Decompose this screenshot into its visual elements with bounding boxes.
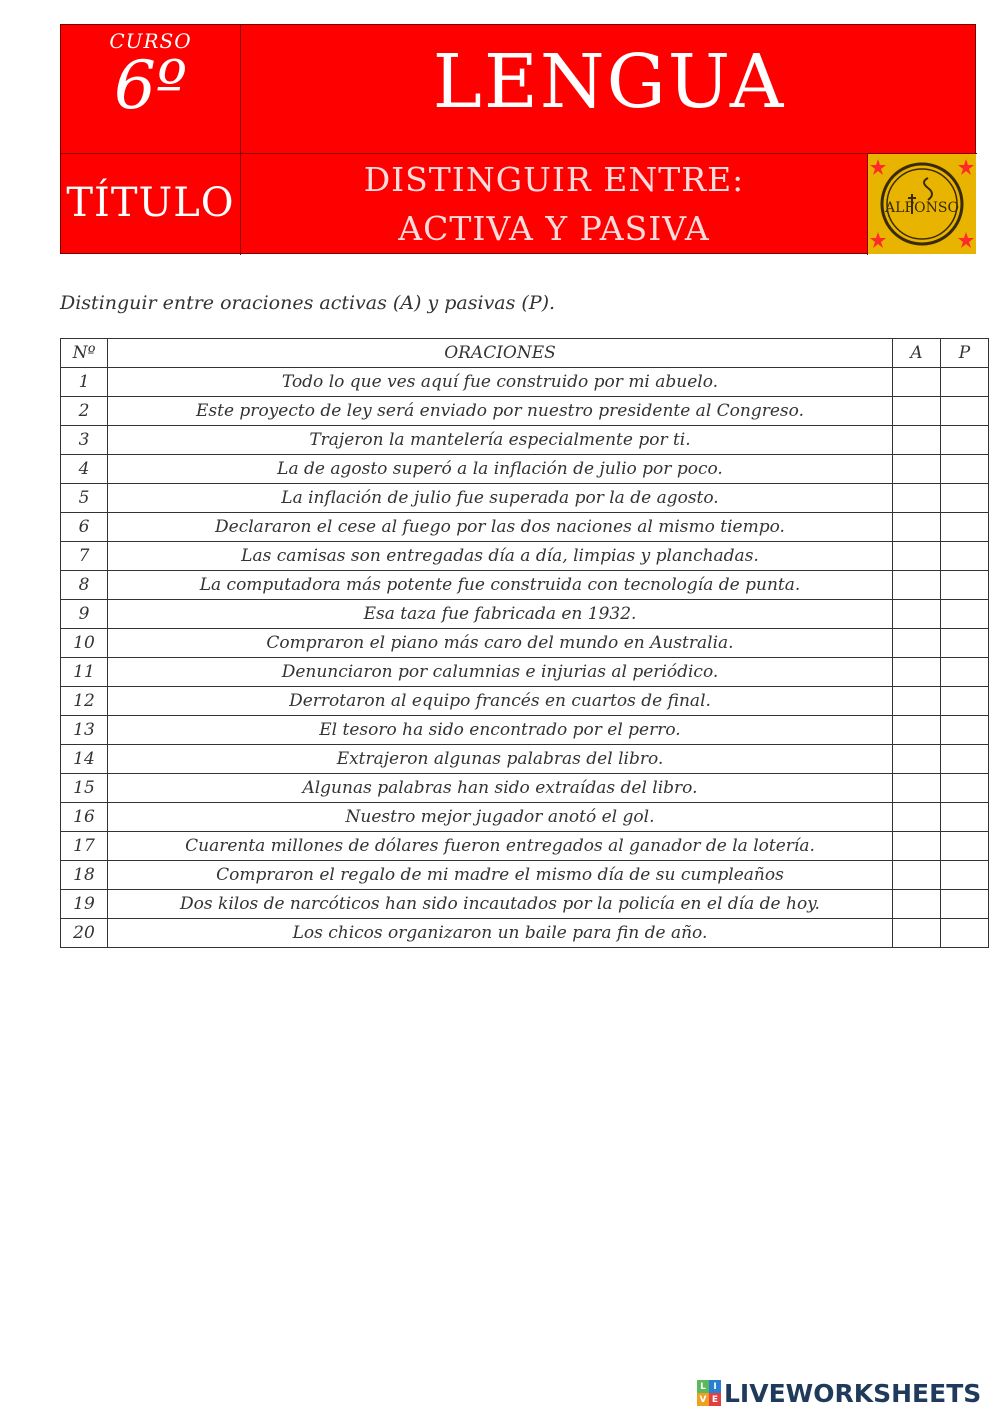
- row-sentence: Los chicos organizaron un baile para fin de año.: [108, 919, 893, 948]
- row-sentence: Compraron el regalo de mi madre el mismo día de su cumpleaños: [108, 861, 893, 890]
- table-row: [61, 397, 989, 426]
- answer-cell-p[interactable]: [941, 745, 989, 774]
- table-row: [61, 600, 989, 629]
- table-row: [61, 745, 989, 774]
- table-row: [61, 455, 989, 484]
- row-sentence: Dos kilos de narcóticos han sido incautados por la policía en el día de hoy.: [108, 890, 893, 919]
- row-sentence: Este proyecto de ley será enviado por nuestro presidente al Congreso.: [108, 397, 893, 426]
- answer-cell-a[interactable]: [893, 629, 941, 658]
- row-sentence: Declararon el cese al fuego por las dos naciones al mismo tiempo.: [108, 513, 893, 542]
- answer-cell-p[interactable]: [941, 455, 989, 484]
- answer-cell-a[interactable]: [893, 774, 941, 803]
- titulo-label: TÍTULO: [66, 180, 235, 226]
- table-row: [61, 919, 989, 948]
- subject-title: LENGUA: [432, 39, 786, 125]
- header-p: P: [941, 339, 989, 368]
- row-sentence: Extrajeron algunas palabras del libro.: [108, 745, 893, 774]
- answer-cell-a[interactable]: [893, 832, 941, 861]
- row-sentence: La computadora más potente fue construida con tecnología de punta.: [108, 571, 893, 600]
- answer-cell-p[interactable]: [941, 919, 989, 948]
- curso-value: 6º: [113, 47, 188, 124]
- table-row: [61, 716, 989, 745]
- table-row: [61, 890, 989, 919]
- header-sentence: ORACIONES: [108, 339, 893, 368]
- brand-mark-letter: E: [709, 1393, 721, 1406]
- answer-cell-p[interactable]: [941, 571, 989, 600]
- answer-cell-a[interactable]: [893, 745, 941, 774]
- answer-cell-a[interactable]: [893, 600, 941, 629]
- liveworksheets-brand: [697, 1378, 981, 1408]
- alfonso-seal-icon: [868, 154, 976, 254]
- row-number: 13: [61, 716, 108, 745]
- row-sentence: Todo lo que ves aquí fue construido por mi abuelo.: [108, 368, 893, 397]
- table-row: [61, 368, 989, 397]
- answer-cell-a[interactable]: [893, 687, 941, 716]
- row-number: 3: [61, 426, 108, 455]
- header-divider-horizontal: [61, 153, 977, 154]
- answer-cell-p[interactable]: [941, 803, 989, 832]
- answer-cell-p[interactable]: [941, 542, 989, 571]
- row-number: 12: [61, 687, 108, 716]
- answer-cell-p[interactable]: [941, 890, 989, 919]
- curso-label: CURSO: [109, 29, 192, 53]
- answer-cell-p[interactable]: [941, 629, 989, 658]
- worksheet-header: [60, 24, 976, 254]
- table-row: [61, 629, 989, 658]
- answer-cell-p[interactable]: [941, 861, 989, 890]
- header-a: A: [893, 339, 941, 368]
- answer-cell-a[interactable]: [893, 455, 941, 484]
- row-number: 6: [61, 513, 108, 542]
- row-number: 20: [61, 919, 108, 948]
- brand-mark-letter: L: [697, 1380, 709, 1393]
- table-header-row: [61, 339, 989, 368]
- brand-mark-letter: V: [697, 1393, 709, 1406]
- row-sentence: La de agosto superó a la inflación de julio por poco.: [108, 455, 893, 484]
- answer-cell-p[interactable]: [941, 716, 989, 745]
- row-sentence: El tesoro ha sido encontrado por el perro.: [108, 716, 893, 745]
- brand-mark-letter: I: [709, 1380, 721, 1393]
- answer-cell-a[interactable]: [893, 890, 941, 919]
- answer-cell-p[interactable]: [941, 397, 989, 426]
- header-num: Nº: [61, 339, 108, 368]
- row-number: 14: [61, 745, 108, 774]
- answer-cell-a[interactable]: [893, 426, 941, 455]
- worksheet-title-line-2: ACTIVA Y PASIVA: [398, 209, 710, 248]
- answer-cell-p[interactable]: [941, 484, 989, 513]
- table-row: [61, 861, 989, 890]
- answer-cell-a[interactable]: [893, 397, 941, 426]
- answer-cell-a[interactable]: [893, 542, 941, 571]
- table-row: [61, 484, 989, 513]
- table-row: [61, 832, 989, 861]
- table-row: [61, 542, 989, 571]
- row-number: 5: [61, 484, 108, 513]
- answer-cell-p[interactable]: [941, 832, 989, 861]
- answer-cell-a[interactable]: [893, 571, 941, 600]
- row-number: 1: [61, 368, 108, 397]
- answer-cell-p[interactable]: [941, 687, 989, 716]
- answer-cell-a[interactable]: [893, 513, 941, 542]
- row-number: 11: [61, 658, 108, 687]
- row-sentence: Derrotaron al equipo francés en cuartos de final.: [108, 687, 893, 716]
- row-number: 18: [61, 861, 108, 890]
- answer-cell-a[interactable]: [893, 658, 941, 687]
- row-number: 7: [61, 542, 108, 571]
- row-number: 10: [61, 629, 108, 658]
- instructions: Distinguir entre oraciones activas (A) y pasivas (P).: [60, 292, 556, 314]
- answer-cell-a[interactable]: [893, 484, 941, 513]
- table-row: [61, 803, 989, 832]
- row-number: 16: [61, 803, 108, 832]
- row-sentence: La inflación de julio fue superada por la de agosto.: [108, 484, 893, 513]
- row-sentence: Compraron el piano más caro del mundo en Australia.: [108, 629, 893, 658]
- row-number: 19: [61, 890, 108, 919]
- row-number: 15: [61, 774, 108, 803]
- row-number: 17: [61, 832, 108, 861]
- row-sentence: Las camisas son entregadas día a día, limpias y planchadas.: [108, 542, 893, 571]
- worksheet-title-line-1: DISTINGUIR ENTRE:: [363, 160, 745, 199]
- answer-cell-a[interactable]: [893, 861, 941, 890]
- table-row: [61, 687, 989, 716]
- sentences-table: [60, 338, 989, 948]
- answer-cell-p[interactable]: [941, 426, 989, 455]
- row-sentence: Algunas palabras han sido extraídas del libro.: [108, 774, 893, 803]
- answer-cell-a[interactable]: [893, 716, 941, 745]
- row-sentence: Esa taza fue fabricada en 1932.: [108, 600, 893, 629]
- row-sentence: Trajeron la mantelería especialmente por ti.: [108, 426, 893, 455]
- row-sentence: Denunciaron por calumnias e injurias al periódico.: [108, 658, 893, 687]
- logo-text: ALFONSO: [885, 200, 959, 216]
- row-sentence: Nuestro mejor jugador anotó el gol.: [108, 803, 893, 832]
- answer-cell-a[interactable]: [893, 803, 941, 832]
- table-row: [61, 571, 989, 600]
- answer-cell-p[interactable]: [941, 658, 989, 687]
- answer-cell-p[interactable]: [941, 513, 989, 542]
- table-row: [61, 774, 989, 803]
- row-number: 2: [61, 397, 108, 426]
- row-number: 4: [61, 455, 108, 484]
- row-number: 9: [61, 600, 108, 629]
- answer-cell-p[interactable]: [941, 774, 989, 803]
- table-row: [61, 513, 989, 542]
- answer-cell-a[interactable]: [893, 368, 941, 397]
- liveworksheets-logo-icon: [697, 1380, 721, 1406]
- row-sentence: Cuarenta millones de dólares fueron entregados al ganador de la lotería.: [108, 832, 893, 861]
- brand-text: LIVEWORKSHEETS: [724, 1378, 982, 1408]
- answer-cell-p[interactable]: [941, 368, 989, 397]
- table-row: [61, 658, 989, 687]
- table-row: [61, 426, 989, 455]
- answer-cell-p[interactable]: [941, 600, 989, 629]
- answer-cell-a[interactable]: [893, 919, 941, 948]
- row-number: 8: [61, 571, 108, 600]
